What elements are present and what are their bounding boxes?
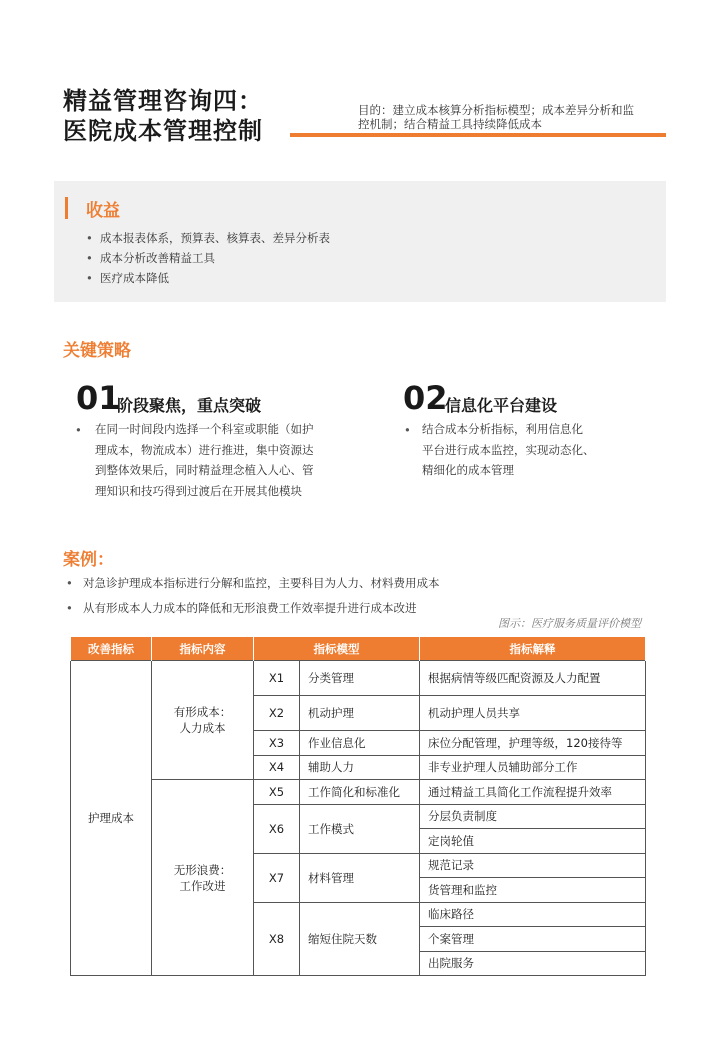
explain-cell: 出院服务 [420, 951, 646, 976]
group-intangible-line: 无形浪费： [173, 862, 232, 877]
strategy-2-line: 结合成本分析指标，利用信息化 [422, 422, 583, 436]
strategy-1-line: 理知识和技巧得到过渡后在开展其他模块 [95, 483, 302, 498]
code-cell: X2 [254, 696, 300, 731]
strategy-2-body [422, 419, 595, 481]
strategy-title: 关键策略 [63, 341, 131, 361]
model-cell: 机动护理 [300, 696, 420, 731]
model-cell: 缩短住院天数 [300, 902, 420, 976]
code-cell: X1 [254, 661, 300, 696]
header-improve-indicator: 改善指标 [71, 637, 152, 661]
benefit-item: • 医疗成本降低 [86, 268, 330, 288]
table-header-row [71, 637, 646, 661]
group-intangible-line: 工作改进 [179, 878, 226, 893]
header-accent-line [290, 133, 666, 137]
model-cell: 工作模式 [300, 804, 420, 853]
code-cell: X7 [254, 853, 300, 902]
page-title [63, 86, 263, 146]
strategy-1-bullet: • [75, 423, 82, 437]
code-cell: X4 [254, 755, 300, 780]
model-cell: 材料管理 [300, 853, 420, 902]
header-indicator-model: 指标模型 [254, 637, 420, 661]
group-tangible-line: 人力成本 [179, 721, 226, 735]
strategy-1-number: 01 [76, 379, 121, 417]
model-cell: 工作简化和标准化 [300, 780, 420, 805]
strategy-2-line: 精细化的成本管理 [422, 463, 514, 477]
code-cell: X6 [254, 804, 300, 853]
table-row [71, 661, 646, 696]
explain-cell: 个案管理 [420, 927, 646, 952]
explain-cell: 分层负责制度 [420, 804, 646, 829]
strategy-1-body [95, 419, 314, 501]
purpose-text [358, 103, 658, 131]
code-cell: X3 [254, 731, 300, 756]
table-row [71, 780, 646, 805]
benefit-item: • 成本分析改善精益工具 [86, 248, 330, 268]
benefit-item: • 成本报表体系，预算表、核算表、差异分析表 [86, 228, 330, 248]
explain-cell: 临床路径 [420, 902, 646, 927]
model-cell: 分类管理 [300, 661, 420, 696]
strategy-2-number: 02 [403, 379, 448, 417]
benefits-accent-bar [65, 197, 68, 219]
strategy-2-bullet: • [404, 423, 411, 437]
title-line-1: 精益管理咨询四： [63, 87, 263, 115]
explain-cell: 根据病情等级匹配资源及人力配置 [420, 661, 646, 696]
strategy-2-line: 平台进行成本监控，实现动态化、 [422, 442, 595, 457]
strategy-1-heading: 阶段聚焦，重点突破 [117, 396, 262, 415]
code-cell: X5 [254, 780, 300, 805]
strategy-1-line: 理成本，物流成本）进行推进，集中资源达 [95, 442, 314, 457]
group-intangible-cell [152, 780, 254, 976]
model-cell: 辅助人力 [300, 755, 420, 780]
header-indicator-explain: 指标解释 [420, 637, 646, 661]
explain-cell: 机动护理人员共享 [420, 696, 646, 731]
cases-list [66, 571, 440, 621]
explain-cell: 货管理和监控 [420, 878, 646, 903]
cases-title: 案例： [63, 550, 114, 570]
model-cell: 作业信息化 [300, 731, 420, 756]
explain-cell: 规范记录 [420, 853, 646, 878]
purpose-line-1: 目的：建立成本核算分析指标模型；成本差异分析和监 [358, 103, 634, 117]
code-cell: X8 [254, 902, 300, 976]
group-tangible-cell [152, 661, 254, 780]
header-indicator-content: 指标内容 [152, 637, 254, 661]
strategy-1-line: 在同一时间段内选择一个科室或职能（如护 [95, 422, 314, 436]
benefits-title: 收益 [86, 201, 120, 221]
purpose-line-2: 控机制；结合精益工具持续降低成本 [358, 117, 542, 131]
title-line-2: 医院成本管理控制 [63, 117, 263, 145]
main-indicator-cell: 护理成本 [71, 661, 152, 976]
explain-cell: 床位分配管理，护理等级，120接待等 [420, 731, 646, 756]
strategy-1-line: 到整体效果后，同时精益理念植入人心、管 [95, 463, 314, 477]
group-tangible-line: 有形成本： [173, 705, 232, 719]
benefits-list [86, 228, 330, 288]
explain-cell: 定岗轮值 [420, 829, 646, 854]
case-item: • 对急诊护理成本指标进行分解和监控，主要科目为人力、材料费用成本 [66, 571, 440, 596]
case-item: • 从有形成本人力成本的降低和无形浪费工作效率提升进行成本改进 [66, 596, 440, 621]
strategy-2-heading: 信息化平台建设 [445, 396, 558, 415]
explain-cell: 非专业护理人员辅助部分工作 [420, 755, 646, 780]
indicator-table [70, 636, 646, 976]
table-caption: 图示：医疗服务质量评价模型 [498, 617, 641, 630]
explain-cell: 通过精益工具简化工作流程提升效率 [420, 780, 646, 805]
